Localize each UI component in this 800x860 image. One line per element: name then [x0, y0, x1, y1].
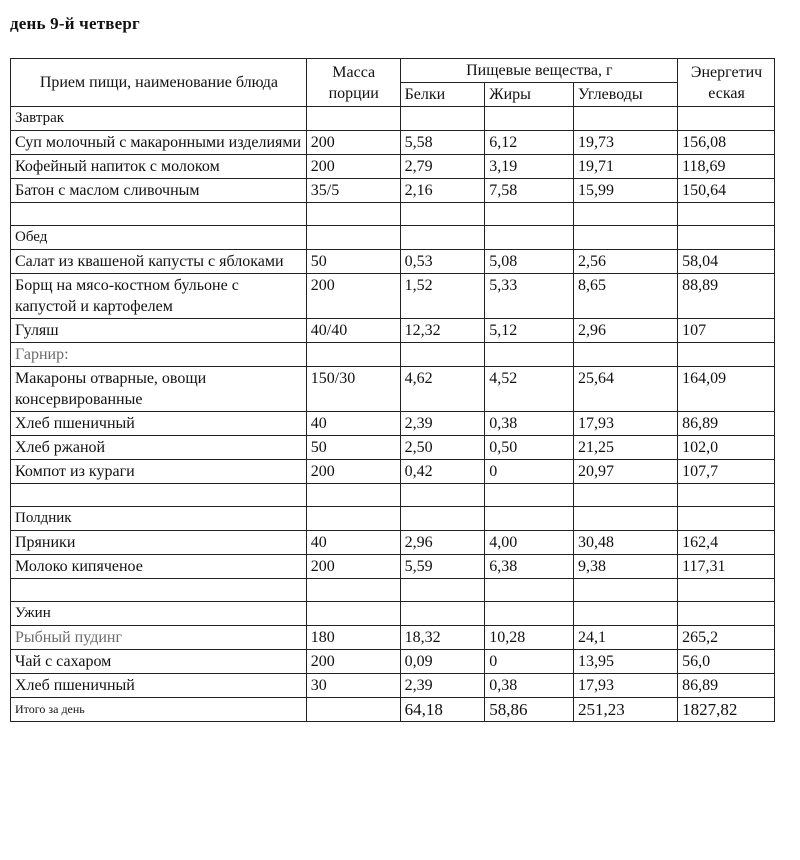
dish-proteins: 1,52: [400, 274, 485, 319]
dish-energy: 88,89: [678, 274, 775, 319]
dish-energy: 118,69: [678, 155, 775, 179]
dish-carbs: 13,95: [574, 650, 678, 674]
dish-carbs: 9,38: [574, 555, 678, 579]
dish-proteins: 2,39: [400, 674, 485, 698]
dish-proteins: 2,79: [400, 155, 485, 179]
dish-mass: 50: [306, 250, 400, 274]
dish-name: Молоко кипяченое: [11, 555, 307, 579]
dish-row: [11, 367, 775, 412]
dish-fats: 0,50: [485, 436, 574, 460]
dish-fats: 0,38: [485, 412, 574, 436]
dish-energy: 86,89: [678, 674, 775, 698]
dish-fats: 5,12: [485, 319, 574, 343]
dish-name: Борщ на мясо-костном бульоне с капустой и картофелем: [11, 274, 307, 319]
garnish-row: [11, 343, 775, 367]
dish-proteins: 0,09: [400, 650, 485, 674]
dish-fats: 5,33: [485, 274, 574, 319]
dish-proteins: 12,32: [400, 319, 485, 343]
dish-energy: 162,4: [678, 531, 775, 555]
dish-row: [11, 436, 775, 460]
empty-cell: [306, 343, 400, 367]
dish-energy: 265,2: [678, 626, 775, 650]
dish-proteins: 0,53: [400, 250, 485, 274]
empty-cell: [485, 203, 574, 226]
section-breakfast: [11, 107, 775, 131]
dish-carbs: 8,65: [574, 274, 678, 319]
header-proteins: Белки: [400, 83, 485, 107]
dish-energy: 56,0: [678, 650, 775, 674]
dish-carbs: 19,71: [574, 155, 678, 179]
dish-fats: 0,38: [485, 674, 574, 698]
dish-carbs: 19,73: [574, 131, 678, 155]
dish-row: [11, 250, 775, 274]
empty-cell: [306, 226, 400, 250]
dish-proteins: 2,96: [400, 531, 485, 555]
empty-cell: [400, 107, 485, 131]
dish-carbs: 30,48: [574, 531, 678, 555]
dish-row: [11, 650, 775, 674]
header-fats: Жиры: [485, 83, 574, 107]
empty-cell: [11, 203, 307, 226]
empty-cell: [485, 107, 574, 131]
dish-fats: 10,28: [485, 626, 574, 650]
dish-carbs: 24,1: [574, 626, 678, 650]
total-row: [11, 698, 775, 722]
dish-row: [11, 131, 775, 155]
section-label: Полдник: [11, 507, 307, 531]
empty-cell: [485, 343, 574, 367]
empty-cell: [306, 484, 400, 507]
dish-row: [11, 274, 775, 319]
dish-fats: 6,12: [485, 131, 574, 155]
menu-table: [10, 58, 775, 722]
dish-mass: 200: [306, 274, 400, 319]
dish-fats: 0: [485, 650, 574, 674]
dish-proteins: 2,39: [400, 412, 485, 436]
dish-mass: 40: [306, 531, 400, 555]
dish-row: [11, 531, 775, 555]
empty-cell: [400, 602, 485, 626]
empty-cell: [574, 107, 678, 131]
dish-carbs: 17,93: [574, 674, 678, 698]
dish-fats: 4,00: [485, 531, 574, 555]
empty-cell: [400, 484, 485, 507]
header-energy: Энергетич еская: [678, 59, 775, 107]
dish-proteins: 5,58: [400, 131, 485, 155]
empty-cell: [678, 602, 775, 626]
dish-name: Рыбный пудинг: [11, 626, 307, 650]
empty-cell: [400, 343, 485, 367]
dish-energy: 86,89: [678, 412, 775, 436]
dish-proteins: 18,32: [400, 626, 485, 650]
dish-proteins: 2,16: [400, 179, 485, 203]
dish-energy: 102,0: [678, 436, 775, 460]
header-carbs: Углеводы: [574, 83, 678, 107]
section-label: Обед: [11, 226, 307, 250]
dish-mass: 200: [306, 650, 400, 674]
dish-name: Хлеб пшеничный: [11, 412, 307, 436]
header-nutrients: Пищевые вещества, г: [400, 59, 677, 83]
empty-cell: [678, 579, 775, 602]
section-lunch: [11, 226, 775, 250]
section-dinner: [11, 602, 775, 626]
empty-cell: [574, 579, 678, 602]
dish-energy: 156,08: [678, 131, 775, 155]
empty-cell: [574, 226, 678, 250]
dish-row: [11, 674, 775, 698]
dish-fats: 7,58: [485, 179, 574, 203]
dish-name: Кофейный напиток с молоком: [11, 155, 307, 179]
dish-mass: 40: [306, 412, 400, 436]
total-label: Итого за день: [11, 698, 307, 722]
spacer-row: [11, 484, 775, 507]
total-proteins: 64,18: [400, 698, 485, 722]
dish-row: [11, 555, 775, 579]
dish-mass: 35/5: [306, 179, 400, 203]
empty-cell: [400, 203, 485, 226]
dish-carbs: 2,96: [574, 319, 678, 343]
section-label: Ужин: [11, 602, 307, 626]
empty-cell: [678, 507, 775, 531]
empty-cell: [306, 507, 400, 531]
dish-energy: 117,31: [678, 555, 775, 579]
empty-cell: [400, 226, 485, 250]
dish-proteins: 0,42: [400, 460, 485, 484]
dish-carbs: 15,99: [574, 179, 678, 203]
spacer-row: [11, 203, 775, 226]
dish-mass: 40/40: [306, 319, 400, 343]
total-fats: 58,86: [485, 698, 574, 722]
dish-name: Салат из квашеной капусты с яблоками: [11, 250, 307, 274]
dish-row: [11, 319, 775, 343]
dish-proteins: 5,59: [400, 555, 485, 579]
total-carbs: 251,23: [574, 698, 678, 722]
dish-energy: 107,7: [678, 460, 775, 484]
header-row: [11, 59, 775, 83]
empty-cell: [678, 203, 775, 226]
empty-cell: [11, 579, 307, 602]
dish-proteins: 4,62: [400, 367, 485, 412]
empty-cell: [678, 226, 775, 250]
header-name: Прием пищи, наименование блюда: [11, 59, 307, 107]
dish-row: [11, 412, 775, 436]
dish-fats: 5,08: [485, 250, 574, 274]
dish-fats: 4,52: [485, 367, 574, 412]
dish-name: Батон с маслом сливочным: [11, 179, 307, 203]
dish-mass: 200: [306, 555, 400, 579]
spacer-row: [11, 579, 775, 602]
section-snack: [11, 507, 775, 531]
empty-cell: [306, 602, 400, 626]
dish-energy: 164,09: [678, 367, 775, 412]
dish-row: [11, 460, 775, 484]
empty-cell: [574, 602, 678, 626]
dish-carbs: 17,93: [574, 412, 678, 436]
dish-mass: 50: [306, 436, 400, 460]
page-title: день 9-й четверг: [10, 14, 140, 33]
empty-cell: [485, 579, 574, 602]
dish-fats: 0: [485, 460, 574, 484]
empty-cell: [485, 507, 574, 531]
empty-cell: [400, 507, 485, 531]
empty-cell: [306, 107, 400, 131]
section-label: Завтрак: [11, 107, 307, 131]
empty-cell: [678, 107, 775, 131]
dish-proteins: 2,50: [400, 436, 485, 460]
empty-cell: [11, 484, 307, 507]
empty-cell: [485, 484, 574, 507]
dish-name: Макароны отварные, овощи консервированные: [11, 367, 307, 412]
dish-carbs: 25,64: [574, 367, 678, 412]
dish-name: Чай с сахаром: [11, 650, 307, 674]
dish-energy: 150,64: [678, 179, 775, 203]
empty-cell: [678, 484, 775, 507]
empty-cell: [306, 203, 400, 226]
dish-row: [11, 155, 775, 179]
dish-energy: 58,04: [678, 250, 775, 274]
dish-carbs: 20,97: [574, 460, 678, 484]
dish-mass: 30: [306, 674, 400, 698]
dish-mass: 200: [306, 131, 400, 155]
dish-row: [11, 626, 775, 650]
empty-cell: [306, 579, 400, 602]
empty-cell: [574, 343, 678, 367]
empty-cell: [574, 484, 678, 507]
empty-cell: [306, 698, 400, 722]
dish-energy: 107: [678, 319, 775, 343]
dish-name: Пряники: [11, 531, 307, 555]
empty-cell: [485, 602, 574, 626]
dish-row: [11, 179, 775, 203]
empty-cell: [678, 343, 775, 367]
dish-name: Суп молочный с макаронными изделиями: [11, 131, 307, 155]
dish-mass: 200: [306, 460, 400, 484]
dish-mass: 200: [306, 155, 400, 179]
row-label: Гарнир:: [11, 343, 307, 367]
empty-cell: [400, 579, 485, 602]
dish-name: Гуляш: [11, 319, 307, 343]
dish-mass: 150/30: [306, 367, 400, 412]
empty-cell: [574, 203, 678, 226]
total-energy: 1827,82: [678, 698, 775, 722]
dish-carbs: 2,56: [574, 250, 678, 274]
empty-cell: [574, 507, 678, 531]
empty-cell: [485, 226, 574, 250]
dish-name: Компот из кураги: [11, 460, 307, 484]
dish-name: Хлеб ржаной: [11, 436, 307, 460]
dish-name: Хлеб пшеничный: [11, 674, 307, 698]
dish-fats: 6,38: [485, 555, 574, 579]
header-mass: Масса порции: [306, 59, 400, 107]
dish-mass: 180: [306, 626, 400, 650]
dish-fats: 3,19: [485, 155, 574, 179]
dish-carbs: 21,25: [574, 436, 678, 460]
